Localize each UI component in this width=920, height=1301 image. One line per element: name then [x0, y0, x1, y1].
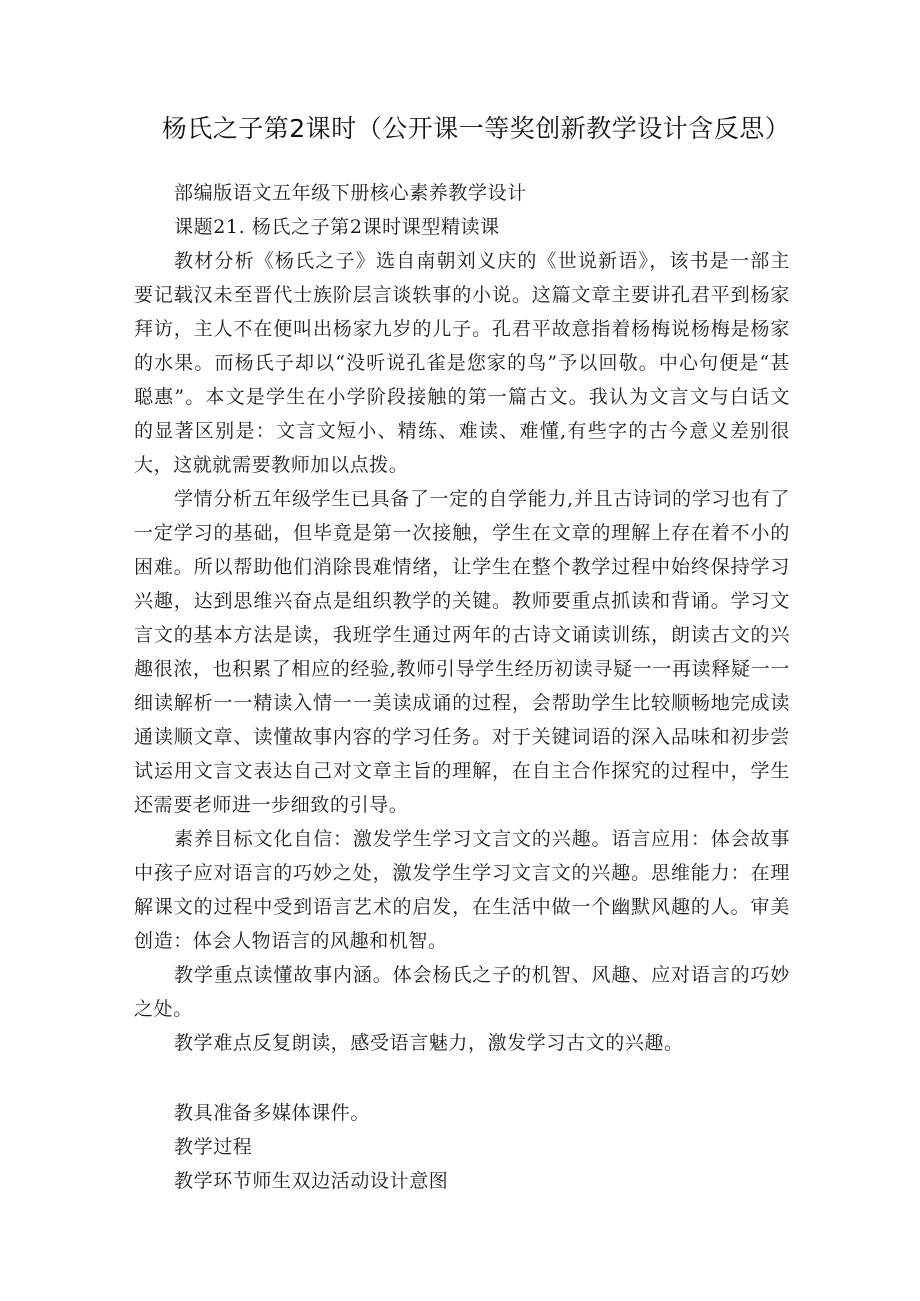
document-title	[0, 112, 920, 146]
paragraph-difficulties: 教学难点反复朗读，感受语言魅力，激发学习古文的兴趣。	[174, 1032, 684, 1054]
document-title-text: 杨氏之子第2课时（公开课一等奖创新教学设计含反思）	[161, 114, 791, 143]
teaching-tools: 教具准备多媒体课件。	[174, 1102, 371, 1124]
document-body	[134, 176, 790, 1198]
table-header: 教学环节师生双边活动设计意图	[174, 1170, 449, 1192]
paragraph-literacy-goals: 素养目标文化自信：激发学生学习文言文的兴趣。语言应用：体会故事中孩子应对语言的巧妙之处，激发学生学习文言文的兴趣。思维能力：在理解课文的过程中受到语言艺术的启发，在生活中做一个幽默风趣的人。审美创造：体会人物语言的风趣和机智。	[134, 828, 790, 952]
paragraph-student-analysis: 学情分析五年级学生已具备了一定的自学能力,并且古诗词的学习也有了一定学习的基础，但毕竟是第一次接触，学生在文章的理解上存在着不小的困难。所以帮助他们消除畏难情绪，让学生在整个教学过程中始终保持学习兴趣，达到思维兴奋点是组织教学的关键。教师要重点抓读和背诵。学习文言文的基本方法是读，我班学生通过两年的古诗文诵读训练，朗读古文的兴趣很浓，也积累了相应的经验,教师引导学生经历初读寻疑一一再读释疑一一细读解析一一精读入情一一美读成诵的过程，会帮助学生比较顺畅地完成读通读顺文章、读懂故事内容的学习任务。对于关键词语的深入品味和初步尝试运用文言文表达自己对文章主旨的理解，在自主合作探究的过程中，学生还需要老师进一步细致的引导。	[134, 488, 790, 816]
teaching-process: 教学过程	[174, 1136, 253, 1158]
spacer	[134, 1060, 790, 1096]
paragraph-key-points: 教学重点读懂故事内涵。体会杨氏之子的机智、风趣、应对语言的巧妙之处。	[134, 964, 790, 1020]
subtitle: 部编版语文五年级下册核心素养教学设计	[174, 182, 527, 204]
lesson-info: 课题21. 杨氏之子第2课时课型精读课	[174, 216, 500, 238]
paragraph-textbook-analysis: 教材分析《杨氏之子》选自南朝刘义庆的《世说新语》，该书是一部主要记载汉未至晋代士族阶层言谈轶事的小说。这篇文章主要讲孔君平到杨家拜访，主人不在便叫出杨家九岁的儿子。孔君平故意指着杨梅说杨梅是杨家的水果。而杨氏子却以“没听说孔雀是您家的鸟”予以回敬。中心句便是“甚聪惠”。本文是学生在小学阶段接触的第一篇古文。我认为文言文与白话文的显著区别是：文言文短小、精练、难读、难懂,有些字的古今意义差别很大，这就就需要教师加以点拨。	[134, 250, 790, 476]
